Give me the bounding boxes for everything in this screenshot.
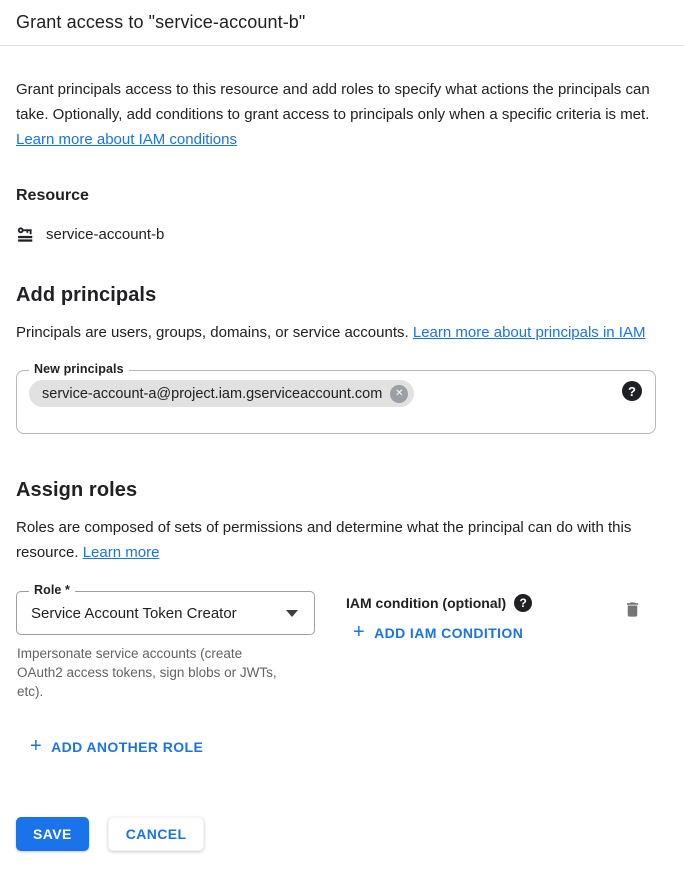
role-selected-value: Service Account Token Creator	[31, 604, 237, 622]
help-icon: ?	[622, 381, 642, 401]
service-account-icon	[16, 224, 37, 245]
delete-role-button[interactable]	[621, 597, 644, 625]
principal-chip-value: service-account-a@project.iam.gserviceaccount.com	[42, 385, 383, 402]
iam-conditions-link[interactable]: Learn more about IAM conditions	[16, 131, 237, 148]
page-title: Grant access to "service-account-b"	[16, 12, 306, 32]
assign-roles-heading: Assign roles	[16, 479, 138, 501]
roles-learn-more-link[interactable]: Learn more	[82, 544, 160, 561]
iam-condition-column	[346, 591, 621, 644]
add-iam-condition-button[interactable]	[353, 621, 524, 643]
principals-description	[16, 320, 656, 345]
dialog-header	[0, 0, 684, 46]
principals-link[interactable]: Learn more about principals in IAM	[412, 324, 646, 341]
save-button[interactable]: SAVE	[16, 817, 89, 851]
role-helper-text: Impersonate service accounts (create OAuth2 access tokens, sign blobs or JWTs, etc).	[17, 646, 277, 699]
dialog-actions	[16, 817, 656, 851]
role-label: Role *	[29, 583, 75, 597]
add-iam-condition-label: ADD IAM CONDITION	[374, 625, 524, 641]
principals-help[interactable]	[622, 381, 642, 401]
cancel-button[interactable]: CANCEL	[108, 817, 205, 851]
role-select[interactable]	[16, 583, 315, 635]
roles-description-text: Roles are composed of sets of permissions and determine what the principal can do with this resource.	[16, 519, 632, 561]
new-principals-label: New principals	[29, 362, 129, 376]
condition-help-icon[interactable]: ?	[514, 594, 532, 612]
role-row	[16, 583, 656, 701]
principal-chip	[29, 380, 414, 407]
add-principals-heading: Add principals	[16, 284, 157, 306]
role-column	[16, 583, 315, 701]
delete-icon	[623, 608, 642, 623]
new-principals-field[interactable]	[16, 362, 656, 434]
plus-icon: +	[353, 621, 366, 643]
plus-icon: +	[30, 735, 43, 757]
roles-description	[16, 515, 656, 565]
iam-condition-label: IAM condition (optional)	[346, 595, 507, 611]
resource-row	[16, 222, 656, 246]
resource-name: service-account-b	[46, 225, 165, 243]
chip-remove-icon[interactable]: ✕	[390, 385, 408, 403]
add-another-role-label: ADD ANOTHER ROLE	[51, 739, 204, 755]
delete-role-column	[621, 591, 656, 625]
dialog-body	[0, 77, 684, 851]
resource-heading: Resource	[16, 187, 89, 204]
principals-description-text: Principals are users, groups, domains, or service accounts.	[16, 324, 409, 341]
chevron-down-icon	[286, 610, 298, 617]
intro-text: Grant principals access to this resource and add roles to specify what actions the principals can take. Optionally, add conditions to grant access to principals only when a specific criteria is met.	[16, 81, 650, 123]
add-another-role-button[interactable]	[30, 735, 204, 757]
intro-paragraph	[16, 77, 656, 152]
iam-condition-label-row	[346, 594, 621, 612]
